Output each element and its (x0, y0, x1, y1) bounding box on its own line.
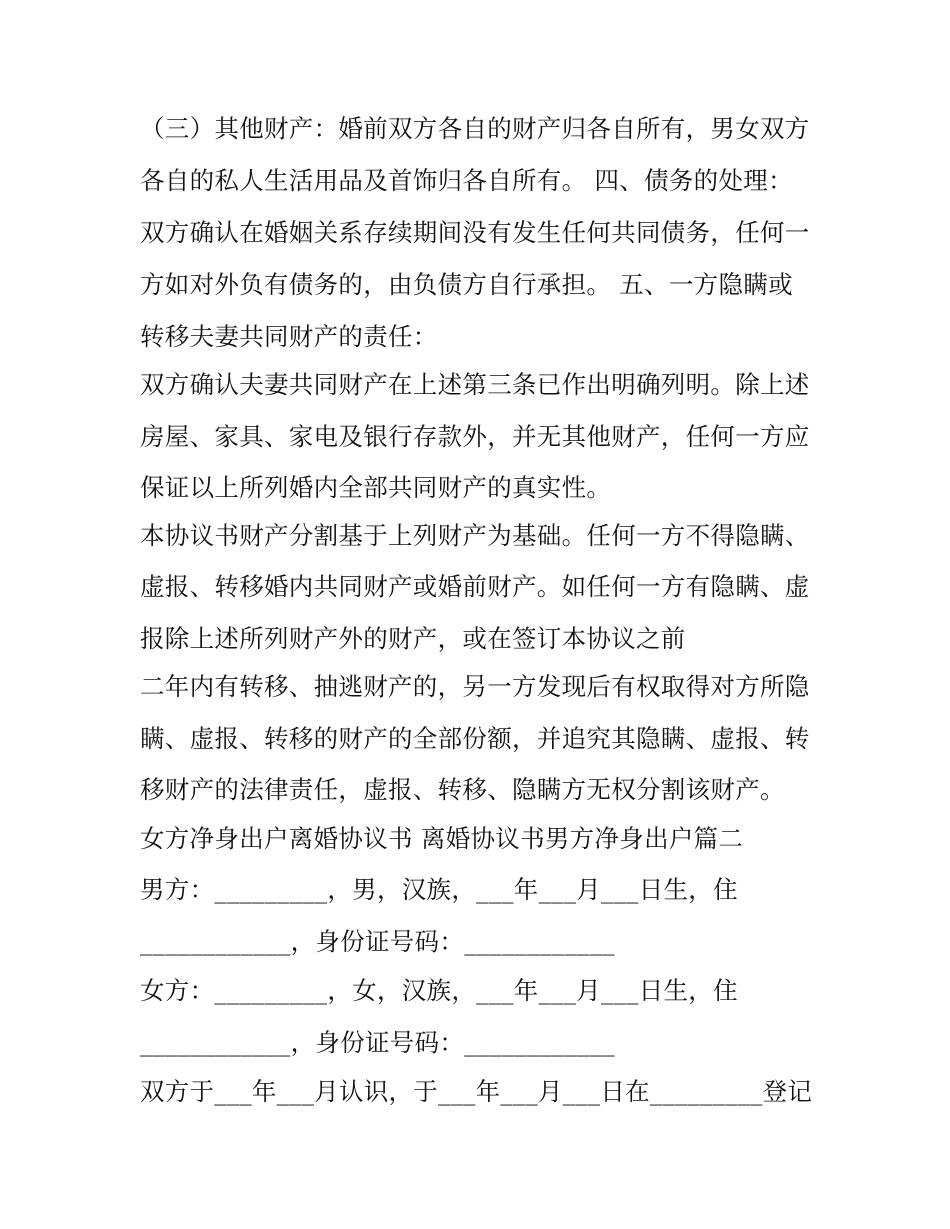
text-line: （三）其他财产：婚前双方各自的财产归各自所有，男女双方 (140, 114, 810, 143)
text-line: ____________，身份证号码：____________ (140, 1028, 615, 1057)
text-line: ____________，身份证号码：____________ (140, 927, 615, 956)
text-line: 保证以上所列婚内全部共同财产的真实性。 (140, 473, 612, 502)
text-line: 转移夫妻共同财产的责任： (140, 322, 438, 351)
text-line: 瞒、虚报、转移的财产的全部份额，并追究其隐瞒、虚报、转 (140, 724, 810, 753)
text-line: 二年内有转移、抽逃财产的，另一方发现后有权取得对方所隐 (140, 672, 810, 701)
text-line: 双方于___年___月认识，于___年___月___日在_________登记 (140, 1077, 813, 1106)
text-line: 移财产的法律责任，虚报、转移、隐瞒方无权分割该财产。 (140, 775, 785, 804)
text-line: 女方净身出户离婚协议书 离婚协议书男方净身出户篇二 (140, 824, 744, 853)
text-line: 报除上述所列财产外的财产，或在签订本协议之前 (140, 624, 686, 653)
text-line: 房屋、家具、家电及银行存款外，并无其他财产，任何一方应 (140, 422, 810, 451)
text-line: 各自的私人生活用品及首饰归各自所有。 四、债务的处理： (140, 166, 793, 195)
text-line: 本协议书财产分割基于上列财产为基础。任何一方不得隐瞒、 (140, 521, 810, 550)
text-line: 男方：_________，男，汉族，___年___月___日生，住 (140, 875, 738, 904)
text-line: 方如对外负有债务的，由负债方自行承担。 五、一方隐瞒或 (140, 270, 793, 299)
text-line: 双方确认夫妻共同财产在上述第三条已作出明确列明。除上述 (140, 370, 810, 399)
text-line: 女方：_________，女，汉族，___年___月___日生，住 (140, 976, 738, 1005)
text-line: 虚报、转移婚内共同财产或婚前财产。如任何一方有隐瞒、虚 (140, 572, 810, 601)
text-line: 双方确认在婚姻关系存续期间没有发生任何共同债务，任何一 (140, 218, 810, 247)
